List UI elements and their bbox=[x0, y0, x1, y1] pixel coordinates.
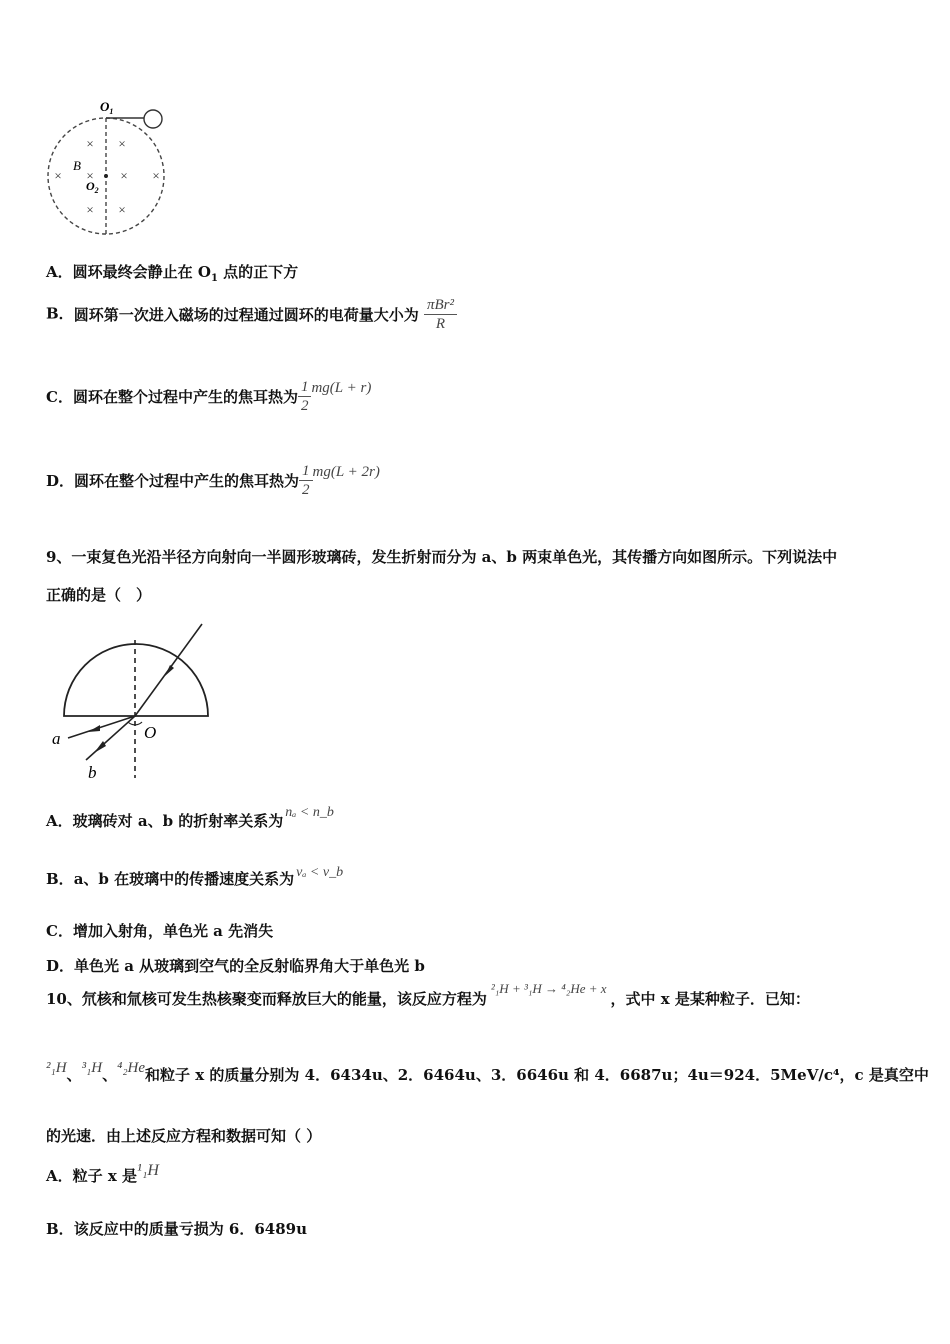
q9-option-d: D．单色光 a 从玻璃到空气的全反射临界角大于单色光 b bbox=[46, 957, 425, 975]
ring bbox=[144, 110, 162, 128]
q10-option-a: A．粒子 x 是¹₁H bbox=[46, 1162, 159, 1185]
q10-stem-line1: 10、氘核和氚核可发生热核聚变而释放巨大的能量，该反应方程为²₁H + ³₁H → ⁴₂He + x，式中 x 是某种粒子．已知： bbox=[46, 981, 810, 1008]
cross-mark: × bbox=[86, 136, 94, 151]
label-b: B bbox=[73, 158, 81, 173]
magnetic-field-figure bbox=[40, 96, 180, 241]
ray-a-arrow bbox=[88, 725, 100, 732]
label-a: a bbox=[52, 729, 61, 748]
label-b: b bbox=[88, 763, 97, 782]
semicircle bbox=[64, 644, 208, 716]
label-o1: $O_1$ bbox=[100, 99, 114, 116]
deuterium: ²₁H bbox=[46, 1060, 67, 1076]
q9-stem-line1: 9、一束复色光沿半径方向射向一半圆形玻璃砖，发生折射而分为 a、b 两束单色光，其传播方向如图所示。下列说法中 bbox=[46, 548, 838, 566]
ray-b bbox=[86, 716, 135, 760]
q9-option-a: A．玻璃砖对 a、b 的折射率关系为 nₐ < n_b bbox=[46, 805, 334, 830]
q8-option-b: B．圆环第一次进入磁场的过程通过圆环的电荷量大小为 $\frac{\text{πBr²}}{R}$ bbox=[46, 296, 457, 333]
q8-option-a: A．圆环最终会静止在 $O_1$ 点的正下方 bbox=[46, 263, 299, 284]
tritium: ³₁H bbox=[81, 1060, 103, 1076]
cross-mark: × bbox=[54, 168, 62, 183]
q8-option-d: D．圆环在整个过程中产生的焦耳热为 $\frac{1}{2}$ mg(L + 2r) bbox=[46, 463, 380, 498]
q10-stem-line2: ²₁H、³₁H、⁴₂He和粒子 x 的质量分别为 4．6434u、2．6464u、3．6646u 和 4．6687u；4u＝924．5MeV/c⁴，c 是真空中 bbox=[46, 1060, 929, 1084]
q10-stem-line3: 的光速．由上述反应方程和数据可知（ ） bbox=[46, 1127, 322, 1145]
incident-arrow bbox=[165, 665, 174, 676]
q9-option-c: C．增加入射角，单色光 a 先消失 bbox=[46, 922, 274, 940]
label-o2: $O_2$ bbox=[86, 179, 99, 195]
q10-option-b: B．该反应中的质量亏损为 6．6489u bbox=[46, 1220, 308, 1238]
label-o: O bbox=[144, 723, 157, 742]
charge-fraction: $\frac{\text{πBr²}}{R}$ bbox=[424, 296, 457, 333]
ray-a bbox=[68, 716, 135, 738]
reaction-equation: ²₁H + ³₁H → ⁴₂He + x bbox=[490, 981, 607, 996]
glass-brick-figure bbox=[48, 618, 218, 783]
q9-stem-line2: 正确的是（ ） bbox=[46, 586, 152, 604]
cross-mark: × bbox=[152, 168, 160, 183]
q8-option-c: C．圆环在整个过程中产生的焦耳热为 $\frac{1}{2}$ mg(L + r) bbox=[46, 379, 372, 414]
cross-mark: × bbox=[86, 168, 94, 183]
helium: ⁴₂He bbox=[117, 1060, 146, 1076]
cross-mark: × bbox=[86, 202, 94, 217]
cross-mark: × bbox=[118, 136, 126, 151]
cross-mark: × bbox=[118, 202, 126, 217]
cross-mark: × bbox=[120, 168, 128, 183]
center-dot bbox=[104, 174, 108, 178]
q9-option-b: B．a、b 在玻璃中的传播速度关系为 vₐ < v_b bbox=[46, 865, 344, 888]
